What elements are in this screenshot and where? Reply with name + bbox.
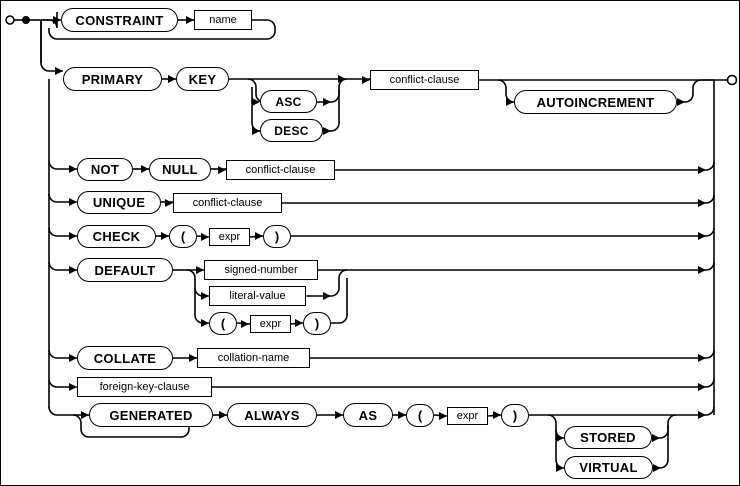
keyword-stored: STORED — [564, 426, 652, 449]
keyword-generated: GENERATED — [89, 403, 213, 427]
rule-conflict-clause[interactable]: conflict-clause — [173, 193, 282, 213]
rule-literal-value[interactable]: literal-value — [209, 286, 306, 306]
rule-name[interactable]: name — [194, 10, 252, 30]
rule-foreign-key-clause[interactable]: foreign-key-clause — [77, 377, 212, 397]
keyword-primary: PRIMARY — [63, 67, 162, 91]
keyword-default: DEFAULT — [77, 258, 173, 282]
keyword-symbol: ) — [263, 225, 291, 248]
keyword-check: CHECK — [77, 225, 156, 248]
rule-expr[interactable]: expr — [250, 315, 291, 333]
keyword-symbol: ) — [303, 312, 331, 335]
rule-collation-name[interactable]: collation-name — [197, 348, 310, 368]
keyword-not: NOT — [77, 158, 133, 181]
rule-conflict-clause[interactable]: conflict-clause — [226, 160, 335, 180]
keyword-null: NULL — [149, 158, 211, 181]
keyword-autoincrement: AUTOINCREMENT — [514, 90, 677, 114]
keyword-collate: COLLATE — [77, 346, 173, 370]
rule-expr[interactable]: expr — [447, 407, 488, 425]
keyword-asc: ASC — [260, 90, 317, 113]
keyword-symbol: ( — [406, 404, 434, 427]
keyword-desc: DESC — [260, 119, 323, 142]
keyword-always: ALWAYS — [227, 403, 317, 427]
keyword-symbol: ( — [209, 312, 237, 335]
rule-expr[interactable]: expr — [209, 228, 250, 246]
keyword-virtual: VIRTUAL — [564, 456, 653, 479]
keyword-symbol: ( — [169, 225, 197, 248]
keyword-constraint: CONSTRAINT — [61, 8, 178, 32]
keyword-as: AS — [343, 403, 393, 427]
keyword-key: KEY — [176, 67, 229, 91]
keyword-unique: UNIQUE — [77, 191, 161, 214]
rule-conflict-clause[interactable]: conflict-clause — [370, 70, 479, 90]
rule-signed-number[interactable]: signed-number — [204, 260, 318, 280]
keyword-symbol: ) — [501, 404, 529, 427]
